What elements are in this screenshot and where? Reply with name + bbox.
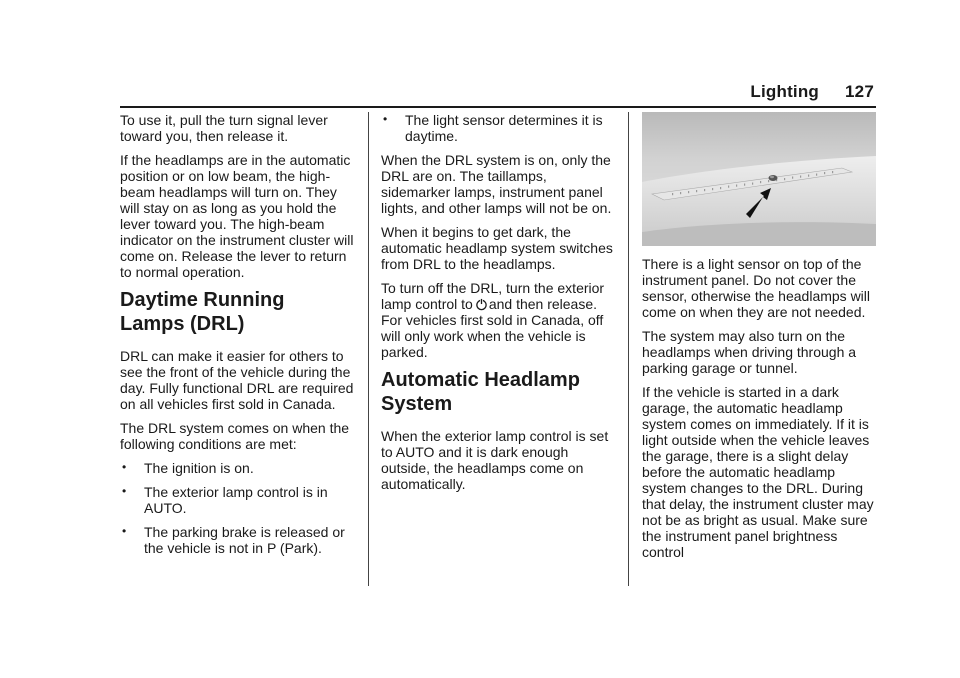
paragraph: If the vehicle is started in a dark garage, the automatic headlamp system comes on immediately. If it is light outside when the vehicle leaves the garage, there is a slight delay before the automatic headlamp system changes to the DRL. During that delay, the instrument cluster may not be as bright as usual. Make sure the instrument panel brightness control	[642, 384, 874, 560]
list-item: • The light sensor determines it is daytime.	[383, 112, 603, 144]
heading-daytime-running-lamps: Daytime Running Lamps (DRL)	[120, 289, 285, 335]
list-item: • The parking brake is released or the vehicle is not in P (Park).	[122, 524, 345, 556]
bullet-icon: •	[122, 460, 127, 474]
list-item: • The exterior lamp control is in AUTO.	[122, 484, 328, 516]
running-head	[750, 82, 874, 102]
paragraph: The system may also turn on the headlamps when driving through a parking garage or tunnel.	[642, 328, 857, 376]
page-number: 127	[845, 82, 874, 101]
bullet-icon: •	[122, 524, 127, 538]
light-sensor-photo	[642, 112, 876, 246]
column-divider-2	[628, 112, 629, 586]
power-off-icon	[475, 298, 488, 311]
paragraph: When the DRL system is on, only the DRL are on. The taillamps, sidemarker lamps, instrument panel lights, and other lamps will not be on.	[381, 152, 612, 216]
bullet-icon: •	[383, 112, 388, 126]
paragraph: The DRL system comes on when the following conditions are met:	[120, 420, 350, 452]
heading-automatic-headlamp-system: Automatic Headlamp System	[381, 369, 580, 415]
paragraph: DRL can make it easier for others to see the front of the vehicle during the day. Fully functional DRL are required on all vehicles first sold in Canada.	[120, 348, 354, 412]
paragraph: There is a light sensor on top of the instrument panel. Do not cover the sensor, otherwise the headlamps will come on when they are not needed.	[642, 256, 871, 320]
paragraph: When it begins to get dark, the automatic headlamp system switches from DRL to the headlamps.	[381, 224, 613, 272]
paragraph: To use it, pull the turn signal lever toward you, then release it.	[120, 112, 328, 144]
paragraph: When the exterior lamp control is set to AUTO and it is dark enough outside, the headlamps come on automatically.	[381, 428, 609, 492]
column-divider-1	[368, 112, 369, 586]
column-3	[642, 112, 876, 568]
list-item: • The ignition is on.	[122, 460, 254, 476]
section-title: Lighting	[750, 82, 820, 101]
header-rule	[120, 106, 876, 108]
paragraph: If the headlamps are in the automatic position or on low beam, the high-beam headlamps will turn on. They will stay on as long as you hold the lever toward you. The high-beam indicator on the instrument cluster will come on. Release the lever to return to normal operation.	[120, 152, 354, 280]
column-1	[120, 112, 356, 564]
column-2	[381, 112, 617, 500]
bullet-icon: •	[122, 484, 127, 498]
paragraph: To turn off the DRL, turn the exterior lamp control to and then release. For vehicles first sold in Canada, off will only work when the vehicle is parked.	[381, 280, 605, 360]
